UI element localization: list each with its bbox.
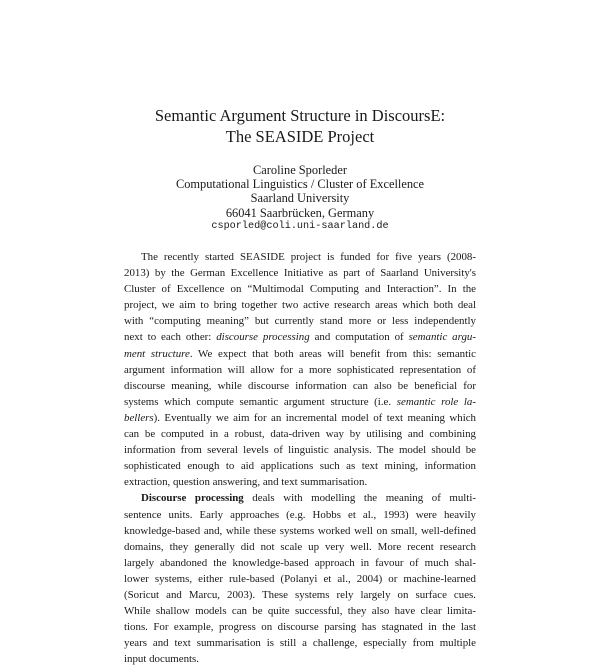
paragraph-line (124, 490, 476, 506)
text-run: ). Eventually we aim for an incremental model of text meaning which (153, 411, 476, 424)
paragraph-line: information from several levels of linguistic analysis. The model should be (124, 444, 476, 457)
paragraph-line: extraction, question answering, and text summarisation. (124, 476, 368, 489)
paragraph-line: discourse meaning, while discourse information can also be beneficial for (124, 379, 476, 392)
text-run: . We expect that both areas will benefit from this: semantic (189, 347, 476, 360)
emphasis-semantic-argument: semantic argu- (408, 331, 476, 344)
paragraph-line: can be computed in a robust, data-driven way by utilising and combining (124, 428, 476, 441)
paragraph-line: sentence units. Early approaches (e.g. Hobbs et al., 1993) were heavily (124, 508, 476, 521)
text-run: next to each other: (124, 331, 217, 344)
paragraph-line: project, we aim to bring together two active research areas which both deal (124, 299, 476, 312)
paragraph-line (124, 410, 476, 426)
abstract-body (124, 249, 476, 667)
emphasis-semantic-role: semantic role la- (396, 395, 476, 408)
paragraph-line: lower systems, either rule-based (Polanyi et al., 2004) or machine-learned (124, 572, 476, 585)
paragraph-line: years and text summarisation is still a challenge, especially from multiple (124, 637, 476, 650)
paragraph-line: sophisticated enough to aid applications such as text mining, information (124, 460, 476, 473)
author-email: csporled@coli.uni-saarland.de (211, 220, 389, 232)
paragraph-line (124, 394, 476, 410)
author-university: Saarland University (250, 191, 350, 206)
paragraph-line: largely abandoned the knowledge-based approach in favour of much shal- (124, 556, 476, 569)
emphasis-discourse-processing: discourse processing (216, 331, 310, 344)
paragraph-line: (Soricut and Marcu, 2003). These systems rely largely on surface cues. (124, 588, 476, 601)
section-heading-discourse-processing: Discourse processing (141, 492, 244, 505)
paragraph-line: Cluster of Excellence on “Multimodal Computing and Interaction”. In the (124, 283, 476, 296)
title-line-1: Semantic Argument Structure in DiscoursE: (154, 106, 446, 125)
paragraph-line: input documents. (124, 653, 200, 666)
emphasis-bellers: bellers (124, 411, 154, 424)
text-run: deals with modelling the meaning of multi- (243, 492, 476, 505)
author-name: Caroline Sporleder (253, 163, 347, 177)
paragraph-line: 2013) by the German Excellence Initiative as part of Saarland University's (124, 267, 476, 280)
paragraph-line: While shallow models can be quite successful, they also have clear limita- (124, 605, 476, 618)
author-block (0, 163, 600, 234)
paragraph-line: knowledge-based and, while these systems worked well on small, well-defined (124, 524, 476, 537)
paragraph-line: tions. For example, progress on discourse parsing has stagnated in the last (124, 621, 476, 634)
emphasis-ment-structure: ment structure (124, 347, 190, 360)
paragraph-line: The recently started SEASIDE project is funded for five years (2008- (141, 251, 476, 263)
text-run: and computation of (309, 331, 409, 344)
paragraph-line (124, 346, 476, 362)
author-city: 66041 Saarbrücken, Germany (225, 205, 375, 220)
author-department: Computational Linguistics / Cluster of Excellence (175, 177, 425, 192)
paper-title (0, 105, 600, 147)
title-line-2: The SEASIDE Project (225, 127, 375, 146)
paragraph-line: argument information will allow for a more sophisticated representation of (124, 363, 476, 376)
text-run: systems which compute semantic argument structure (i.e. (124, 395, 397, 408)
paragraph-line (124, 329, 476, 345)
paragraph-line: domains, they generally did not scale up very well. More recent research (124, 540, 476, 553)
paragraph-line: with “computing meaning” but currently stand more or less independently (124, 315, 476, 328)
